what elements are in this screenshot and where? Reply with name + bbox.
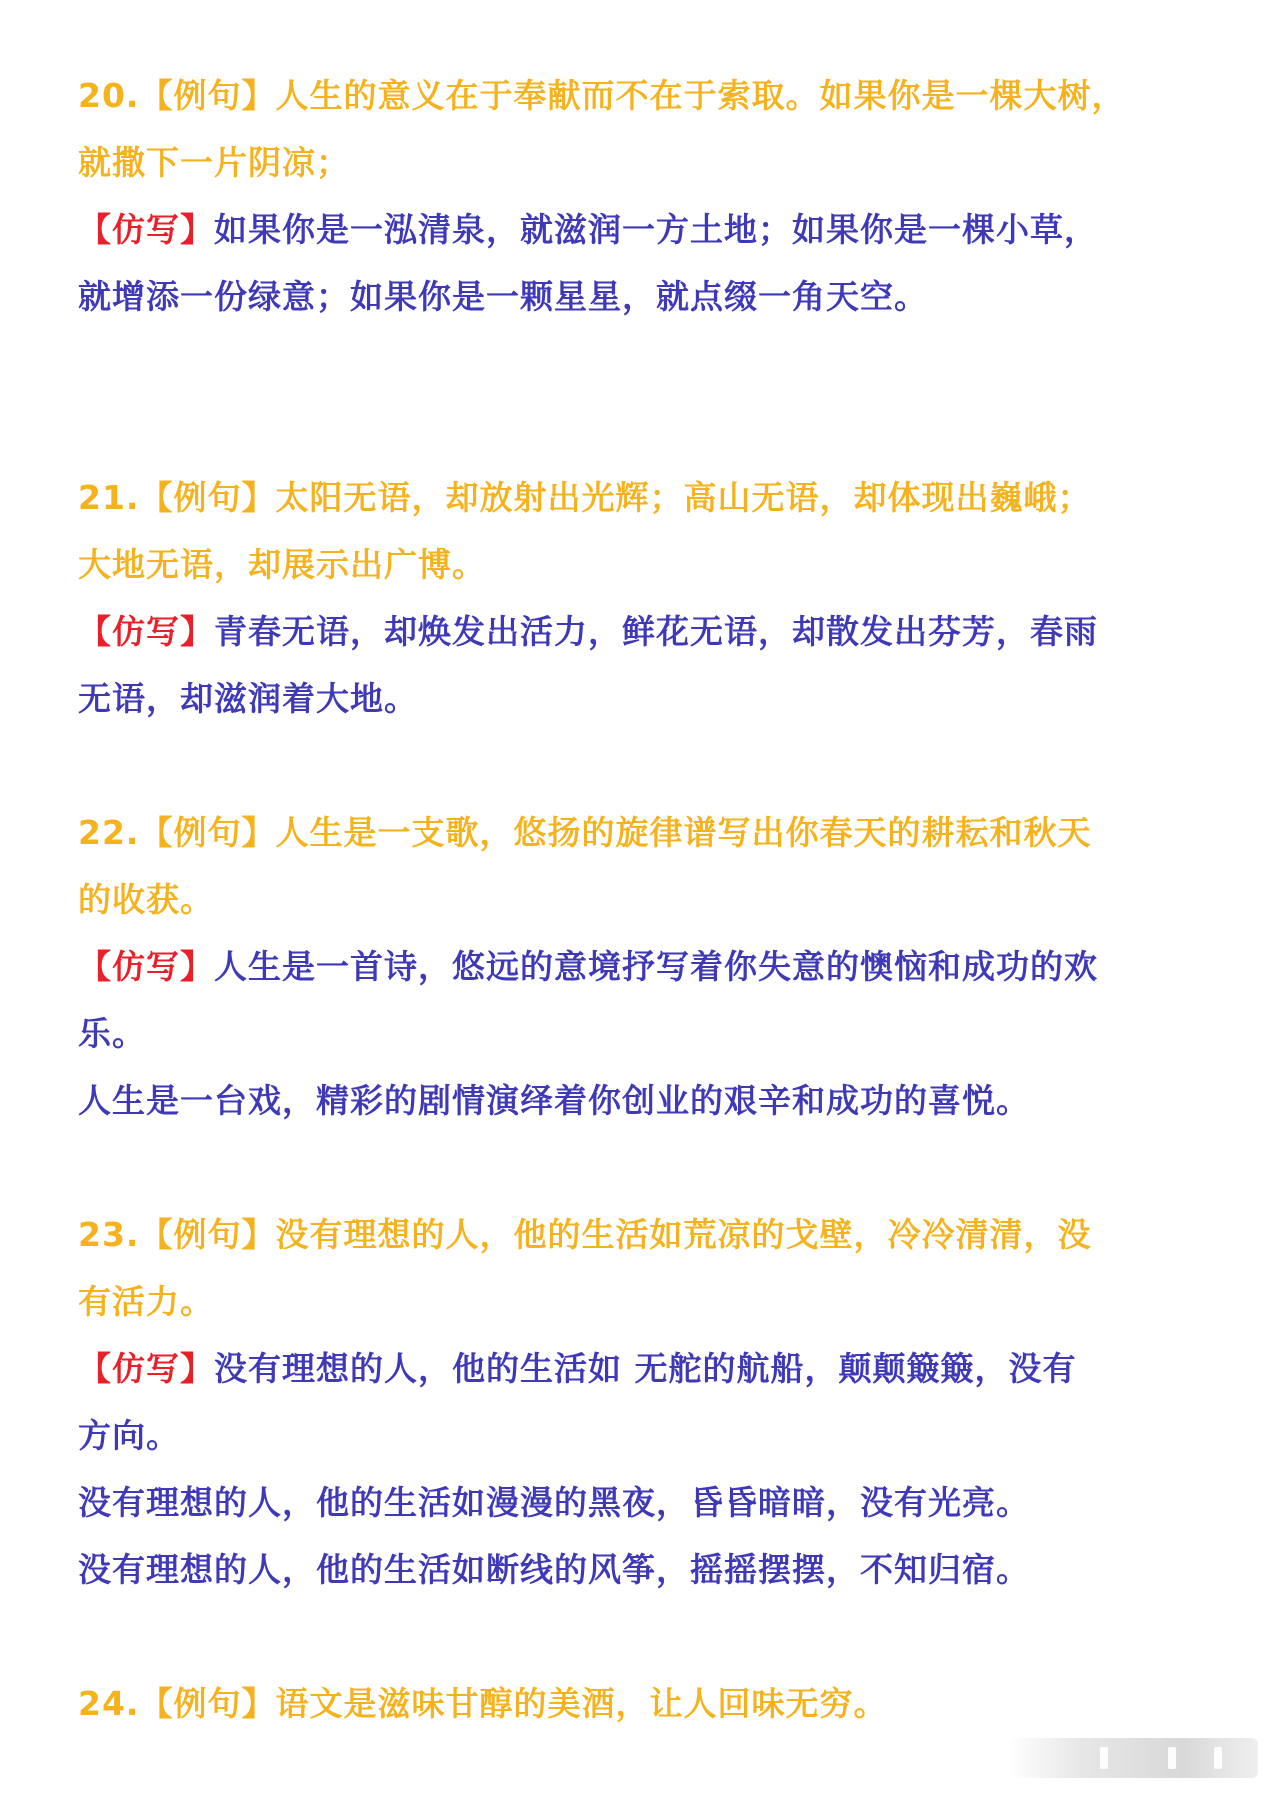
- example-line: 的收获。: [78, 880, 214, 919]
- example-tag: 【例句】: [139, 813, 276, 852]
- item-20: [78, 62, 1228, 330]
- watermark-mark: [1168, 1747, 1176, 1769]
- watermark: [1008, 1738, 1258, 1778]
- example-line: 23.【例句】没有理想的人，他的生活如荒凉的戈壁，冷冷清清，没: [78, 1215, 1092, 1254]
- item-number: 20.: [78, 76, 140, 115]
- imitate-line: 【仿写】如果你是一泓清泉，就滋润一方土地；如果你是一棵小草，: [78, 210, 1098, 249]
- imitate-line: 【仿写】青春无语，却焕发出活力，鲜花无语，却散发出芬芳，春雨: [78, 612, 1098, 651]
- imitate-line: 人生是一台戏，精彩的剧情演绎着你创业的艰辛和成功的喜悦。: [78, 1081, 1030, 1120]
- imitate-line: 无语，却滋润着大地。: [78, 679, 418, 718]
- example-tag: 【例句】: [139, 478, 276, 517]
- example-line: 大地无语，却展示出广博。: [78, 545, 486, 584]
- imitate-line: 【仿写】没有理想的人，他的生活如 无舵的航船，颠颠簸簸，没有: [78, 1349, 1077, 1388]
- imitate-line: 就增添一份绿意；如果你是一颗星星，就点缀一角天空。: [78, 277, 928, 316]
- item-number: 23.: [78, 1215, 140, 1254]
- imitate-line: 方向。: [78, 1416, 180, 1455]
- imitate-tag: 【仿写】: [78, 612, 214, 651]
- item-23: [78, 1201, 1228, 1603]
- item-22: [78, 799, 1228, 1134]
- imitate-tag: 【仿写】: [78, 210, 214, 249]
- item-number: 21.: [78, 478, 140, 517]
- watermark-mark: [1214, 1747, 1222, 1769]
- imitate-line: 【仿写】人生是一首诗，悠远的意境抒写着你失意的懊恼和成功的欢: [78, 947, 1098, 986]
- item-number: 22.: [78, 813, 140, 852]
- item-21: [78, 464, 1228, 732]
- example-line: 21.【例句】太阳无语，却放射出光辉；高山无语，却体现出巍峨；: [78, 478, 1092, 517]
- imitate-tag: 【仿写】: [78, 947, 214, 986]
- example-tag: 【例句】: [139, 76, 276, 115]
- document-body: [78, 62, 1228, 1737]
- item-24: [78, 1670, 1228, 1737]
- example-line: 22.【例句】人生是一支歌，悠扬的旋律谱写出你春天的耕耘和秋天: [78, 813, 1092, 852]
- example-tag: 【例句】: [139, 1684, 276, 1723]
- imitate-line: 没有理想的人，他的生活如漫漫的黑夜，昏昏暗暗，没有光亮。: [78, 1483, 1030, 1522]
- imitate-tag: 【仿写】: [78, 1349, 214, 1388]
- imitate-line: 没有理想的人，他的生活如断线的风筝，摇摇摆摆，不知归宿。: [78, 1550, 1030, 1589]
- item-number: 24.: [78, 1684, 140, 1723]
- watermark-mark: [1100, 1747, 1108, 1769]
- example-line: 24.【例句】语文是滋味甘醇的美酒，让人回味无穷。: [78, 1684, 888, 1723]
- example-tag: 【例句】: [139, 1215, 276, 1254]
- example-line: 20.【例句】人生的意义在于奉献而不在于索取。如果你是一棵大树，: [78, 76, 1126, 115]
- example-line: 就撒下一片阴凉；: [78, 143, 350, 182]
- imitate-line: 乐。: [78, 1014, 146, 1053]
- example-line: 有活力。: [78, 1282, 214, 1321]
